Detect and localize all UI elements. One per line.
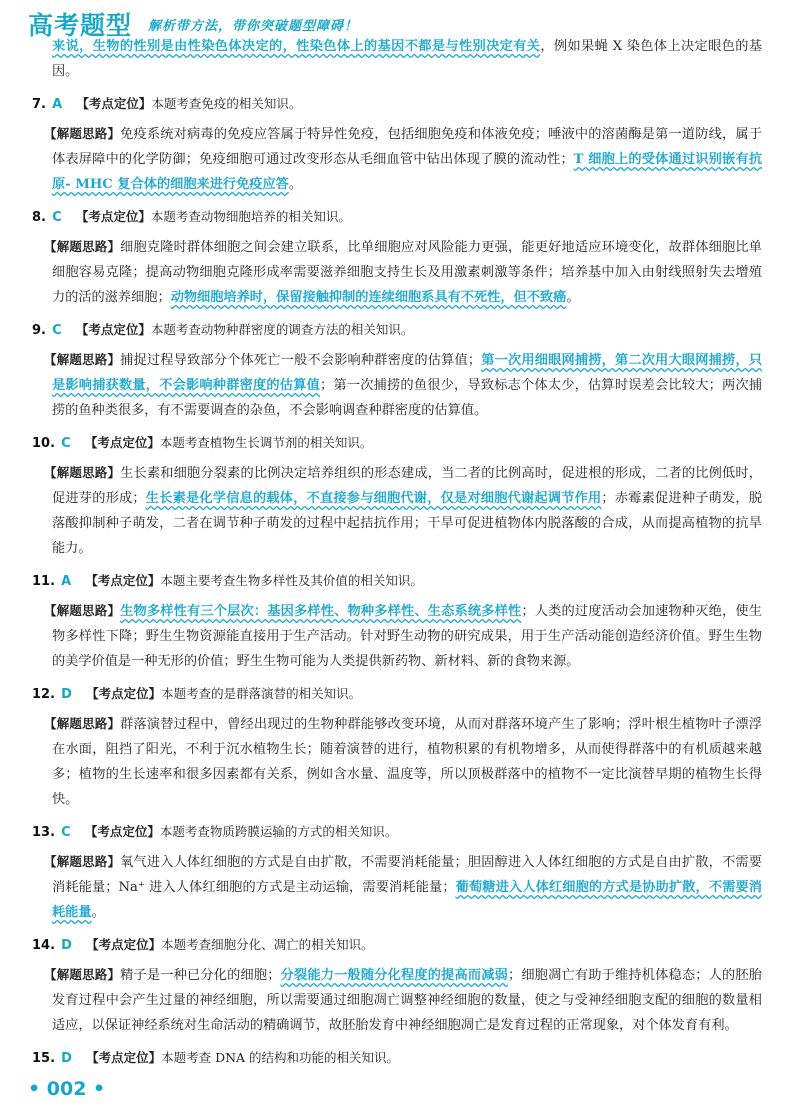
think-label: 【解题思路】: [44, 126, 121, 141]
explanation-text-end: ；细胞凋亡有助于维持机体稳态；人的胚胎发育过程中会产生过量的神经细胞，所以需要通过细胞凋亡调整神经细胞的数量，使之与受神经细胞支配的细胞的数量相适应，以保证神经系统对生命活动的精确调节，故胚胎发育中神经细胞凋亡是发育过程的正常现象，对个体发育有利。: [52, 968, 762, 1033]
point-text: 本题考查动物种群密度的调查方法的相关知识。: [150, 322, 414, 337]
point-text: 本题考查细胞分化、凋亡的相关知识。: [161, 937, 374, 952]
think-label: 【解题思路】: [44, 854, 121, 869]
item-explanation: [44, 962, 762, 1038]
point-text: 本题考查 DNA 的结构和功能的相关知识。: [161, 1050, 400, 1065]
item-number: 7.: [32, 97, 46, 112]
think-label: 【解题思路】: [44, 967, 121, 982]
header-slogan: 解析带方法，带你突破题型障碍！: [148, 19, 359, 34]
item-explanation: [44, 711, 762, 812]
explanation-highlight: 动物细胞培养时，保留接触抑制的连续细胞系具有不死性，但不致癌: [170, 290, 567, 305]
think-label: 【解题思路】: [44, 465, 121, 480]
item-explanation: [44, 347, 763, 423]
explanation-highlight: T 细胞上的受体通过识别嵌有抗原- MHC 复合体的细胞来进行免疫应答: [52, 152, 763, 192]
explanation-text: 捕捉过程导致部分个体死亡一般不会影响种群密度的估算值；: [120, 353, 482, 368]
item-head: [32, 569, 762, 594]
point-text: 本题主要考查生物多样性及其价值的相关知识。: [160, 573, 423, 588]
point-label: 【考点定位】: [86, 686, 162, 701]
item-head: [32, 1046, 762, 1071]
point-label: 【考点定位】: [86, 937, 162, 952]
explanation-text: 精子是一种已分化的细胞；: [120, 968, 281, 983]
explanation-text-end: ；人类的过度活动会加速物种灭绝，使生物多样性下降；野生生物资源能直接用于生产活动。针对野生动物的研究成果，用于生产活动能创造经济价值。野生生物的美学价值是一种无形的价值；野生生物可能为人类提供新药物、新材料、新的食物来源。: [52, 604, 762, 669]
item-number: 8.: [32, 210, 46, 225]
item-answer: D: [61, 687, 72, 702]
explanation-highlight: 生物多样性有三个层次：基因多样性、物种多样性、生态系统多样性: [120, 604, 522, 619]
think-label: 【解题思路】: [44, 716, 121, 731]
explanation-text: 生长素和细胞分裂素的比例决定培养组织的形态建成，当二者的比例高时，促进根的形成，二者的比例低时，促进芽的形成；: [52, 466, 762, 506]
item-head: [32, 92, 762, 117]
item-explanation: [44, 121, 763, 197]
item-number: 9.: [32, 323, 46, 338]
item-number: 12.: [32, 687, 56, 702]
item-head: [32, 318, 762, 343]
explanation-highlight: 第一次用细眼网捕捞，第二次用大眼网捕捞，只是影响捕获数量，不会影响种群密度的估算值: [52, 353, 763, 393]
item-number: 14.: [32, 938, 56, 953]
explanation-highlight: 葡萄糖进入人体红细胞的方式是协助扩散，不需要消耗能量: [52, 880, 762, 920]
header-title: 高考题型: [28, 11, 133, 40]
point-label: 【考点定位】: [84, 824, 160, 839]
item-head: [32, 933, 762, 958]
item-head: [32, 682, 762, 707]
item-head: [32, 205, 762, 230]
item-explanation: [44, 849, 762, 925]
item-number: 11.: [32, 574, 56, 589]
explanation-text-end: ；赤霉素促进种子萌发，脱落酸抑制种子萌发，二者在调节种子萌发的过程中起拮抗作用；干旱可促进植物体内脱落酸的合成，从而提高植物的抗旱能力。: [52, 491, 763, 556]
item-answer: C: [52, 323, 62, 338]
point-label: 【考点定位】: [86, 1050, 162, 1065]
think-label: 【解题思路】: [44, 239, 121, 254]
item-explanation: [44, 598, 762, 674]
item-number: 15.: [32, 1051, 56, 1066]
explanation-text-end: ；第一次捕捞的鱼很少，导致标志个体太少，估算时误差会比较大；两次捕捞的鱼种类很多，有不需要调查的杂鱼，不会影响调查种群密度的估算值。: [52, 378, 763, 418]
item-answer: D: [61, 1051, 72, 1066]
explanation-text-end: 。: [566, 290, 580, 305]
point-text: 本题考查植物生长调节剂的相关知识。: [159, 435, 373, 450]
explanation-text: 群落演替过程中，曾经出现过的生物种群能够改变环境，从而对群落环境产生了影响；浮叶根生植物叶子漂浮在水面，阻挡了阳光，不利于沉水植物生长；随着演替的进行，植物积累的有机物增多，从而使得群落中的有机质越来越多；植物的生长速率和很多因素都有关系，例如含水量、温度等，所以顶极群落中的植物不一定比演替早期的植物生长得快。: [52, 717, 762, 807]
point-label: 【考点定位】: [76, 96, 152, 111]
point-text: 本题考查免疫的相关知识。: [151, 96, 302, 111]
intro-text: ，例如果蝇 X 染色体上决定眼色的基因。: [52, 39, 762, 79]
item-answer: A: [61, 574, 72, 589]
item-answer: A: [52, 97, 63, 112]
think-label: 【解题思路】: [44, 603, 121, 618]
explanation-text-end: 。: [288, 177, 303, 192]
item-answer: C: [61, 825, 71, 840]
explanation-text: 免疫系统对病毒的免疫应答属于特异性免疫，包括细胞免疫和体液免疫；唾液中的溶菌酶是第一道防线，属于体表屏障中的化学防御；免疫细胞可通过改变形态从毛细血管中钻出体现了膜的流动性；: [52, 127, 762, 167]
page-number: • 002 •: [28, 1078, 106, 1100]
item-explanation: [44, 460, 763, 561]
item-explanation: [44, 234, 762, 310]
item-head: [32, 820, 762, 845]
explanation-text: 氧气进入人体红细胞的方式是自由扩散，不需要消耗能量；胆固醇进入人体红细胞的方式是自由扩散，不需要消耗能量；Na⁺ 进入人体红细胞的方式是主动运输，需要消耗能量；: [52, 855, 762, 895]
point-text: 本题考查的是群落演替的相关知识。: [161, 686, 362, 701]
item-answer: C: [52, 210, 62, 225]
explanation-highlight: 分裂能力一般随分化程度的提高而减弱: [280, 968, 509, 983]
point-text: 本题考查物质跨膜运输的方式的相关知识。: [159, 824, 398, 839]
item-head: [32, 431, 762, 456]
explanation-highlight: 生长素是化学信息的载体，不直接参与细胞代谢，仅是对细胞代谢起调节作用: [145, 491, 602, 506]
item-number: 13.: [32, 825, 56, 840]
explanation-text-end: 。: [91, 905, 105, 920]
intro-highlight: 来说，生物的性别是由性染色体决定的，性染色体上的基因不都是与性别决定有关: [52, 39, 541, 54]
item-answer: D: [61, 938, 72, 953]
point-label: 【考点定位】: [75, 322, 151, 337]
explanation-text: 细胞克隆时群体细胞之间会建立联系，比单细胞应对风险能力更强，能更好地适应环境变化，故群体细胞比单细胞容易克隆；提高动物细胞克隆形成率需要滋养细胞支持生长及用激素刺激等条件；培养基中加入由射线照射失去增殖力的活的滋养细胞；: [52, 240, 762, 305]
point-label: 【考点定位】: [84, 435, 160, 450]
intro-paragraph: [52, 34, 762, 84]
item-number: 10.: [32, 436, 56, 451]
item-answer: C: [61, 436, 71, 451]
point-label: 【考点定位】: [75, 209, 151, 224]
point-text: 本题考查动物细胞培养的相关知识。: [150, 209, 351, 224]
think-label: 【解题思路】: [44, 352, 121, 367]
point-label: 【考点定位】: [85, 573, 161, 588]
answer-content: [32, 34, 763, 1075]
